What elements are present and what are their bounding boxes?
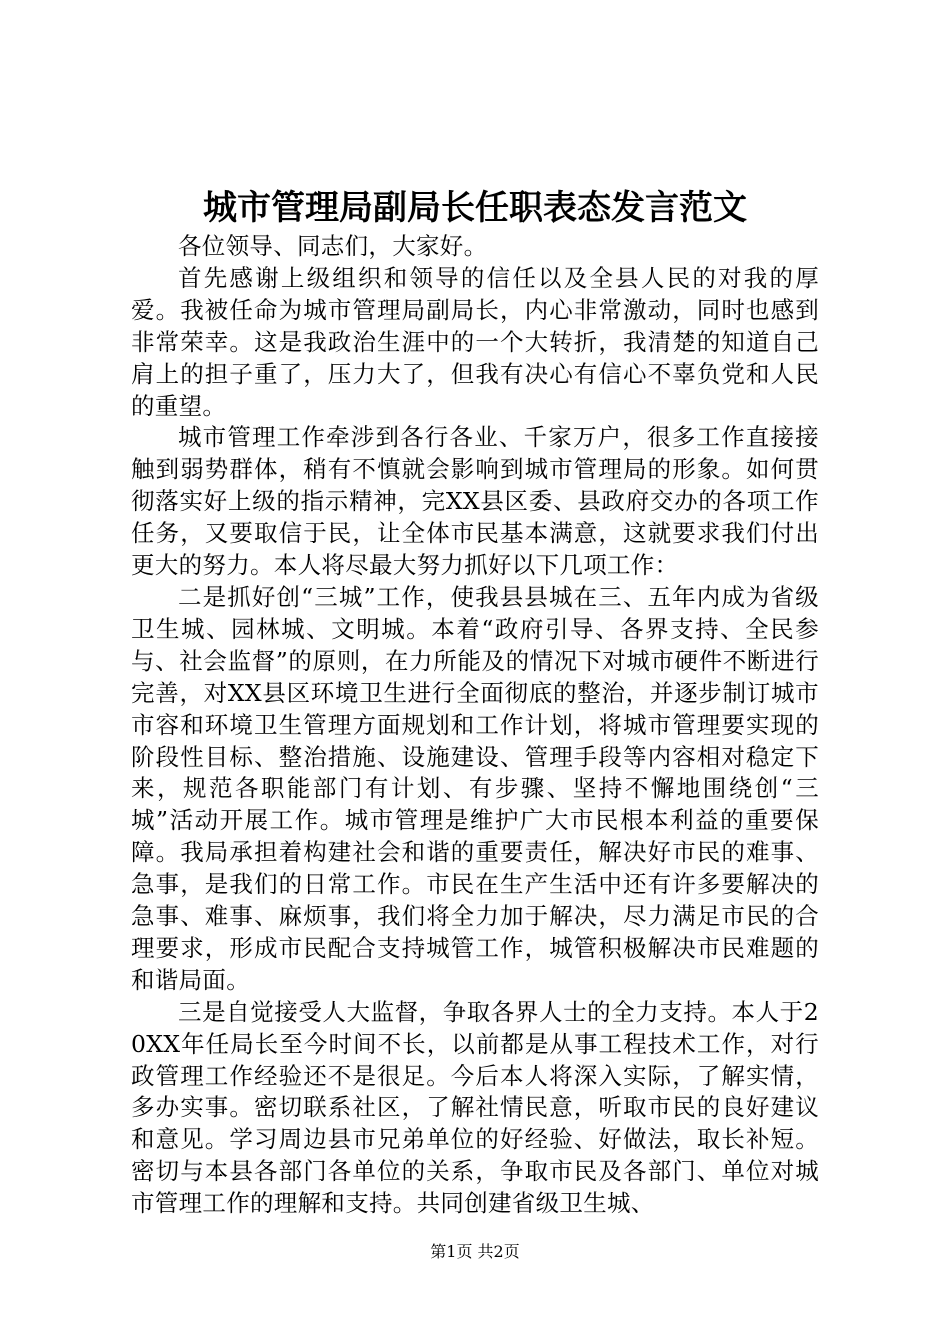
paragraph-thanks: 首先感谢上级组织和领导的信任以及全县人民的对我的厚爱。我被任命为城市管理局副局长，内心非常激动，同时也感到非常荣幸。这是我政治生涯中的一个大转折，我清楚的知道自己肩上的担子重了，压力大了，但我有决心有信心不辜负党和人民的重望。 <box>131 263 819 420</box>
document-title: 城市管理局副局长任职表态发言范文 <box>203 188 747 228</box>
document-body <box>131 231 819 1220</box>
paragraph-urban-management: 城市管理工作牵涉到各行各业、千家万户，很多工作直接接触到弱势群体，稍有不慎就会影响到城市管理局的形象。如何贯彻落实好上级的指示精神，完XX县区委、县政府交办的各项工作任务，又要取信于民，让全体市民基本满意，这就要求我们付出更大的努力。本人将尽最大努力抓好以下几项工作： <box>131 423 819 580</box>
paragraph-point-two: 二是抓好创“三城”工作，使我县县城在三、五年内成为省级卫生城、园林城、文明城。本着“政府引导、各界支持、全民参与、社会监督”的原则，在力所能及的情况下对城市硬件不断进行完善，对XX县区环境卫生进行全面彻底的整治，并逐步制订城市市容和环境卫生管理方面规划和工作计划，将城市管理要实现的阶段性目标、整治措施、设施建设、管理手段等内容相对稳定下来，规范各职能部门有计划、有步骤、坚持不懈地围绕创“三城”活动开展工作。城市管理是维护广大市民根本利益的重要保障。我局承担着构建社会和谐的重要责任，解决好市民的难事、急事，是我们的日常工作。市民在生产生活中还有许多要解决的急事、难事、麻烦事，我们将全力加于解决，尽力满足市民的合理要求，形成市民配合支持城管工作，城管积极解决市民难题的和谐局面。 <box>131 582 819 994</box>
page-number-footer: 第1页 共2页 <box>430 1242 520 1261</box>
paragraph-greeting: 各位领导、同志们，大家好。 <box>178 232 488 260</box>
paragraph-point-three: 三是自觉接受人大监督，争取各界人士的全力支持。本人于20XX年任局长至今时间不长，以前都是从事工程技术工作，对行政管理工作经验还不是很足。今后本人将深入实际，了解实情，多办实事。密切联系社区，了解社情民意，听取市民的良好建议和意见。学习周边县市兄弟单位的好经验、好做法，取长补短。密切与本县各部门各单位的关系，争取市民及各部门、单位对城市管理工作的理解和支持。共同创建省级卫生城、 <box>131 997 819 1218</box>
